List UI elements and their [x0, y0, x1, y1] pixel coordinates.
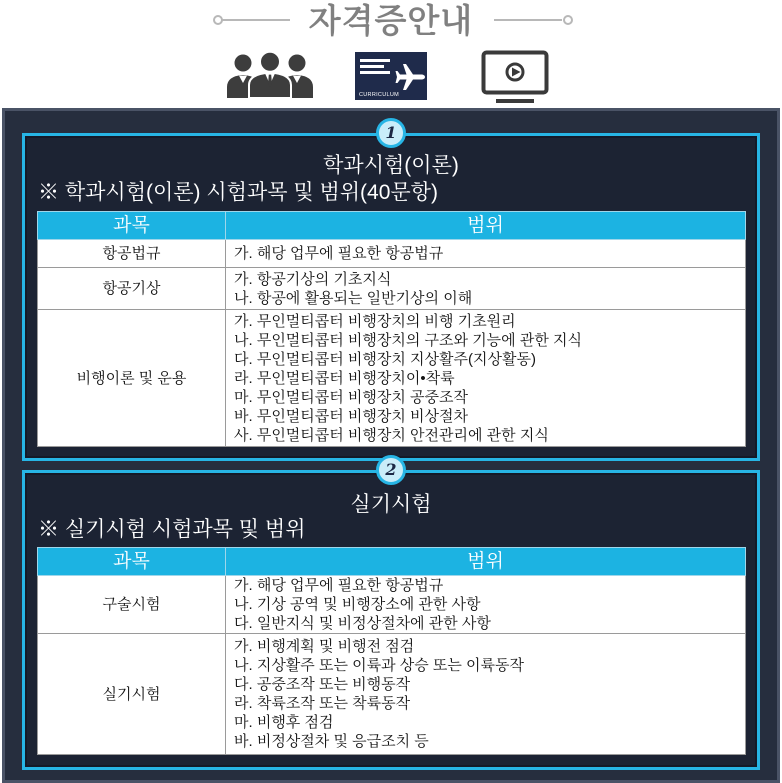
scope-cell — [226, 240, 746, 268]
practical-exam-section — [22, 460, 760, 770]
scope-line: 나. 항공에 활용되는 일반기상의 이해 — [234, 289, 473, 307]
scope-cell — [226, 634, 746, 755]
scope-line: 가. 항공기상의 기초지식 — [234, 270, 392, 288]
title-deco-line-right — [494, 19, 562, 21]
subject-cell: 항공기상 — [38, 268, 226, 310]
title-deco-dot-right — [563, 15, 573, 25]
curriculum-label: CURRICULUM — [359, 92, 399, 98]
section-title: 실기시험 — [350, 493, 432, 516]
header-scope: 범위 — [226, 548, 746, 576]
table-header-row — [38, 548, 746, 576]
scope-cell — [226, 576, 746, 634]
scope-line: 가. 비행계획 및 비행전 점검 — [234, 638, 415, 655]
table-header-row — [38, 212, 746, 240]
monitor-play-icon — [481, 50, 549, 104]
scope-line: 마. 비행후 점검 — [234, 714, 334, 731]
scope-line: 바. 무인멀티콥터 비행장치 비상절차 — [234, 407, 469, 425]
table-row — [38, 634, 746, 755]
exam-table — [37, 547, 746, 755]
curriculum-icon — [355, 52, 427, 100]
scope-line: 가. 해당 업무에 필요한 항공법규 — [234, 245, 444, 262]
scope-line: 나. 기상 공역 및 비행장소에 관한 사항 — [234, 596, 481, 613]
subject-cell: 비행이론 및 운용 — [38, 310, 226, 447]
page-title: 자격증안내 — [308, 2, 474, 39]
exam-table — [37, 211, 746, 447]
scope-line: 사. 무인멀티콥터 비행장치 안전관리에 관한 지식 — [234, 426, 549, 444]
table-row — [38, 310, 746, 447]
table-row — [38, 268, 746, 310]
subject-cell: 항공법규 — [38, 240, 226, 268]
scope-line: 다. 무인멀티콥터 비행장치 지상활주(지상활동) — [234, 350, 536, 368]
scope-line: 라. 무인멀티콥터 비행장치이•착륙 — [234, 369, 455, 387]
scope-line: 바. 비정상절차 및 응급조치 등 — [234, 733, 429, 750]
header-subject: 과목 — [38, 212, 226, 240]
scope-line: 가. 해당 업무에 필요한 항공법규 — [234, 577, 444, 594]
scope-line: 다. 공중조작 또는 비행동작 — [234, 676, 411, 693]
step-badge: 2 — [376, 455, 406, 485]
header-scope: 범위 — [226, 212, 746, 240]
people-group-icon — [224, 51, 316, 98]
scope-line: 라. 착륙조작 또는 착륙동작 — [234, 695, 411, 712]
subject-cell: 구술시험 — [38, 576, 226, 634]
scope-line: 나. 지상활주 또는 이륙과 상승 또는 이륙동작 — [234, 657, 524, 674]
scope-line: 가. 무인멀티콥터 비행장치의 비행 기초원리 — [234, 312, 516, 330]
header-subject: 과목 — [38, 548, 226, 576]
subject-cell: 실기시험 — [38, 634, 226, 755]
scope-line: 다. 일반지식 및 비정상절차에 관한 사항 — [234, 615, 491, 632]
theory-exam-section — [22, 123, 760, 461]
scope-line: 나. 무인멀티콥터 비행장치의 구조와 기능에 관한 지식 — [234, 331, 582, 349]
scope-cell — [226, 310, 746, 447]
table-row — [38, 576, 746, 634]
section-subtitle: ※ 실기시험 시험과목 및 범위 — [38, 518, 306, 541]
table-row — [38, 240, 746, 268]
step-badge: 1 — [376, 118, 406, 148]
section-subtitle: ※ 학과시험(이론) 시험과목 및 범위(40문항) — [38, 181, 438, 204]
scope-cell — [226, 268, 746, 310]
section-title: 학과시험(이론) — [323, 154, 459, 177]
scope-line: 마. 무인멀티콥터 비행장치 공중조작 — [234, 388, 469, 406]
